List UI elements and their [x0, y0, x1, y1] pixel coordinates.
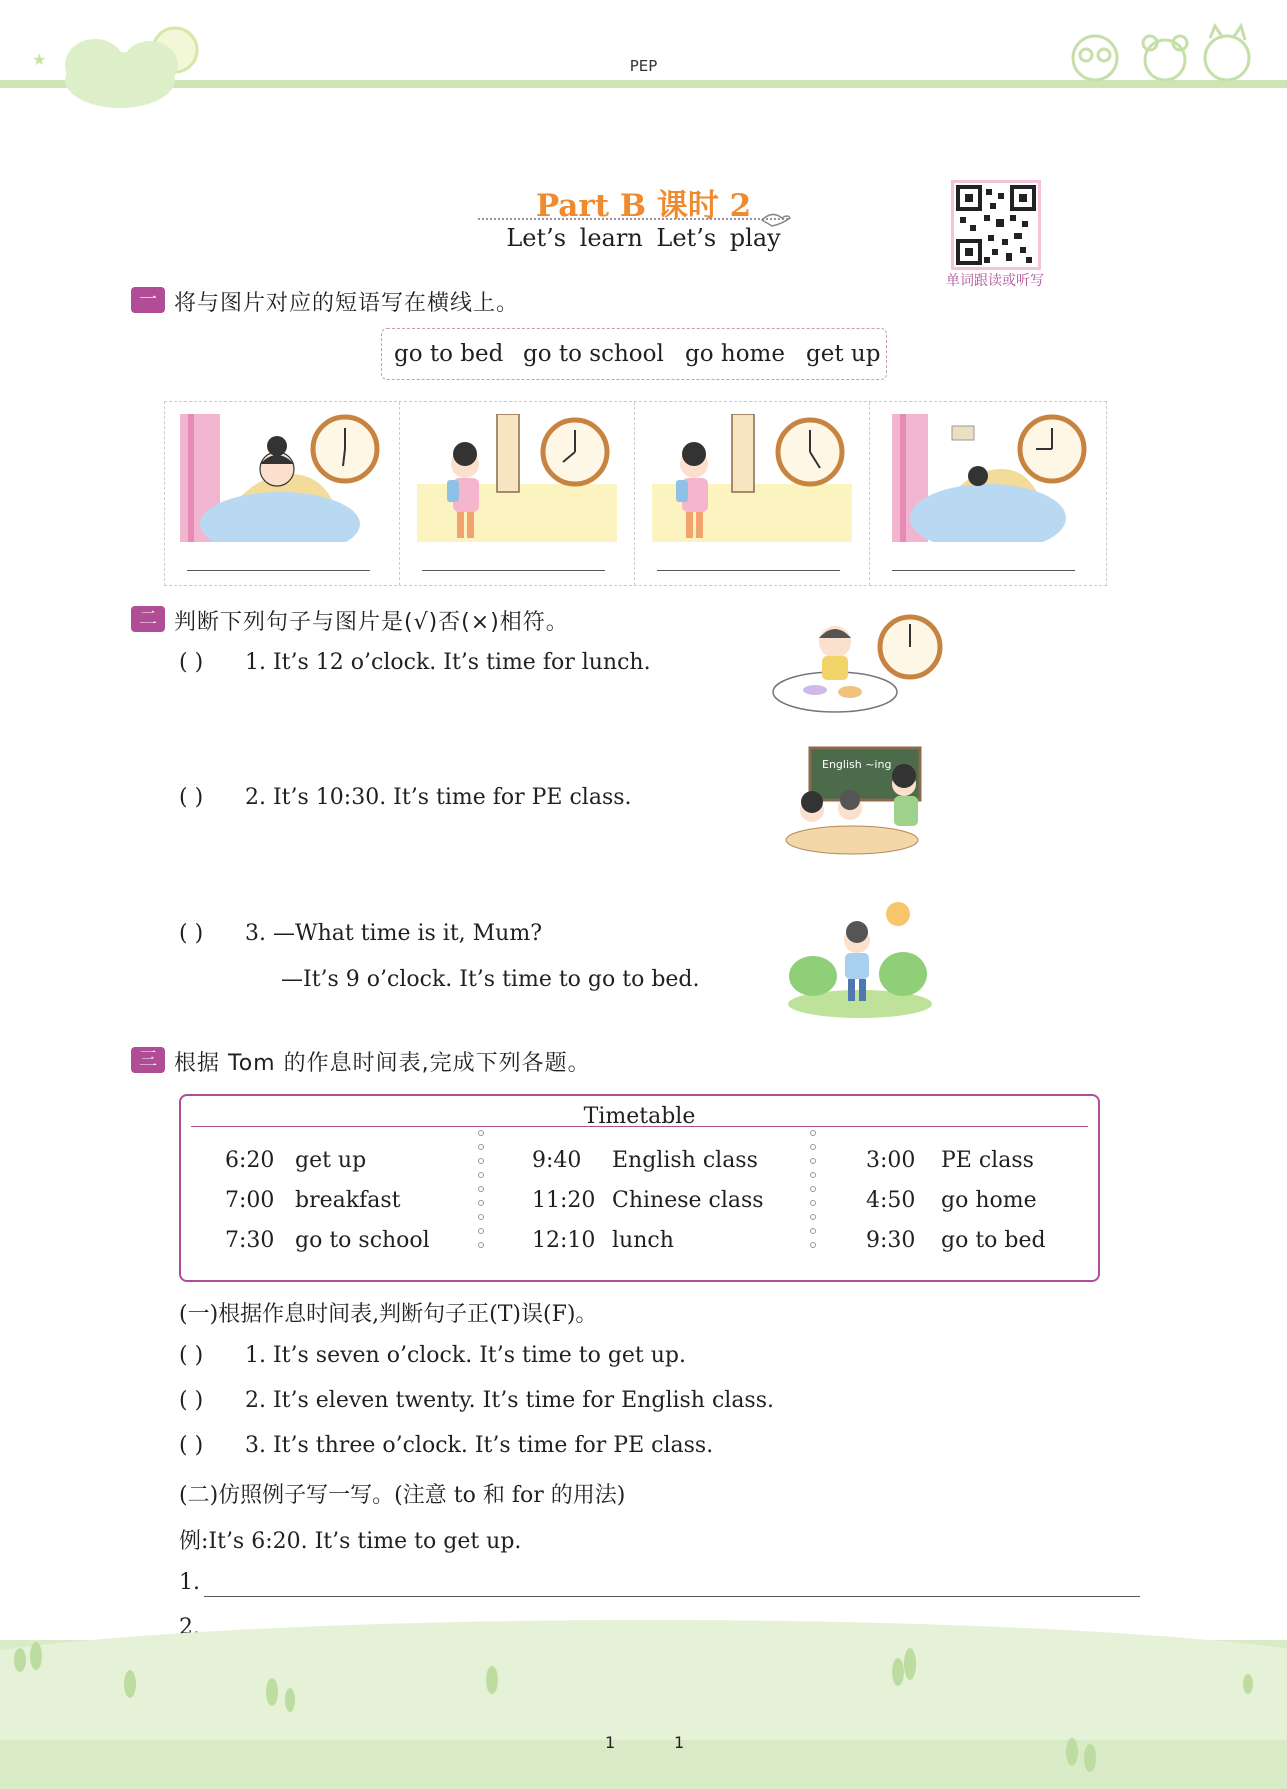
- answer-parentheses[interactable]: ( ): [179, 785, 204, 810]
- activity: go to bed: [941, 1228, 1046, 1253]
- answer-parentheses[interactable]: ( ): [179, 1343, 204, 1368]
- timetable-entry: [532, 1148, 758, 1173]
- time: 4:50: [866, 1188, 916, 1213]
- girl-going-home-picture: [652, 414, 852, 542]
- section3-instruction: 根据 Tom 的作息时间表,完成下列各题。: [174, 1051, 591, 1076]
- answer-line-3[interactable]: [657, 570, 840, 571]
- picture-row: [164, 401, 1107, 586]
- write-line-label-1: 1.: [179, 1570, 200, 1595]
- word-bank-item: go to school: [523, 341, 664, 367]
- activity: get up: [295, 1148, 367, 1173]
- qr-label: 单词跟读或听写: [946, 273, 1044, 289]
- boy-eating-lunch-picture: [770, 612, 945, 720]
- question-1: 1. It’s 12 o’clock. It’s time for lunch.: [245, 650, 651, 675]
- animal-faces-illustration: [1055, 18, 1265, 86]
- picture-cell-1: [165, 402, 400, 585]
- timetable-entry: [225, 1228, 430, 1253]
- section-badge-1: 一: [131, 287, 165, 313]
- timetable-entry: [866, 1228, 1046, 1253]
- statement-2: 2. It’s eleven twenty. It’s time for English class.: [245, 1388, 775, 1413]
- time: 6:20: [225, 1148, 275, 1173]
- time: 12:10: [532, 1228, 596, 1253]
- qr-code[interactable]: [951, 180, 1041, 270]
- english-class-picture: [782, 744, 932, 856]
- section-badge-2: 二: [131, 606, 165, 632]
- word-bank-item: get up: [806, 341, 881, 367]
- activity: lunch: [612, 1228, 674, 1253]
- binder-rings: [810, 1130, 816, 1256]
- time: 9:40: [532, 1148, 582, 1173]
- picture-cell-2: [400, 402, 635, 585]
- activity: English class: [612, 1148, 758, 1173]
- timetable: [179, 1094, 1100, 1282]
- section2-instruction: 判断下列句子与图片是(√)否(×)相符。: [174, 610, 569, 635]
- timetable-entry: [532, 1228, 674, 1253]
- page-title: Part B 课时 2: [535, 188, 752, 224]
- timetable-title: Timetable: [583, 1104, 696, 1129]
- footer-trees-illustration: [0, 1630, 1287, 1789]
- answer-line-2[interactable]: [422, 570, 605, 571]
- question-3: 3. —What time is it, Mum?: [245, 921, 542, 946]
- write-line-label-2: 2.: [179, 1615, 200, 1640]
- activity: go home: [941, 1188, 1037, 1213]
- activity: PE class: [941, 1148, 1034, 1173]
- girl-school-picture: [417, 414, 617, 542]
- page-number: 1: [605, 1733, 616, 1752]
- time: 7:30: [225, 1228, 275, 1253]
- activity: go to school: [295, 1228, 430, 1253]
- time: 3:00: [866, 1148, 916, 1173]
- time: 9:30: [866, 1228, 916, 1253]
- title-divider: [478, 218, 788, 220]
- statement-1: 1. It’s seven o’clock. It’s time to get up.: [245, 1343, 687, 1368]
- binder-rings: [478, 1130, 484, 1256]
- answer-parentheses[interactable]: ( ): [179, 650, 204, 675]
- timetable-entry: [866, 1148, 1034, 1173]
- time: 7:00: [225, 1188, 275, 1213]
- word-bank-item: go home: [685, 341, 785, 367]
- question-3-answer: —It’s 9 o’clock. It’s time to go to bed.: [281, 967, 700, 992]
- answer-parentheses[interactable]: ( ): [179, 1388, 204, 1413]
- part2-heading: (二)仿照例子写一写。(注意 to 和 for 的用法): [179, 1483, 626, 1508]
- activity: Chinese class: [612, 1188, 764, 1213]
- timetable-entry: [866, 1188, 1037, 1213]
- section1-instruction: 将与图片对应的短语写在横线上。: [174, 291, 520, 316]
- statement-3: 3. It’s three o’clock. It’s time for PE class.: [245, 1433, 714, 1458]
- svg-text:★: ★: [32, 50, 47, 69]
- girl-waking-up-picture: [180, 414, 380, 542]
- word-bank: [381, 328, 887, 380]
- girl-sleeping-picture: [892, 414, 1092, 542]
- time: 11:20: [532, 1188, 596, 1213]
- svg-text:English ~ing: English ~ing: [822, 758, 892, 771]
- page-number: 1: [674, 1733, 685, 1752]
- timetable-entry: [225, 1188, 400, 1213]
- question-2: 2. It’s 10:30. It’s time for PE class.: [245, 785, 632, 810]
- answer-line-4[interactable]: [892, 570, 1075, 571]
- section-badge-3: 三: [131, 1047, 165, 1073]
- page-subtitle: Let’s learn Let’s play: [506, 224, 781, 252]
- picture-cell-3: [635, 402, 870, 585]
- answer-parentheses[interactable]: ( ): [179, 921, 204, 946]
- part1-heading: (一)根据作息时间表,判断句子正(T)误(F)。: [179, 1302, 598, 1327]
- example-sentence: 例:It’s 6:20. It’s time to get up.: [179, 1529, 522, 1554]
- timetable-entry: [225, 1148, 366, 1173]
- picture-cell-4: [870, 402, 1105, 585]
- qr-code-icon: [954, 183, 1038, 267]
- activity: breakfast: [295, 1188, 401, 1213]
- word-bank-item: go to bed: [394, 341, 504, 367]
- write-line-1[interactable]: [204, 1596, 1140, 1597]
- answer-line-1[interactable]: [187, 570, 370, 571]
- header-label: PEP: [629, 57, 658, 75]
- answer-parentheses[interactable]: ( ): [179, 1433, 204, 1458]
- timetable-entry: [532, 1188, 764, 1213]
- boy-outdoors-sun-picture: [785, 898, 935, 1020]
- timetable-header-rule: [191, 1126, 1088, 1127]
